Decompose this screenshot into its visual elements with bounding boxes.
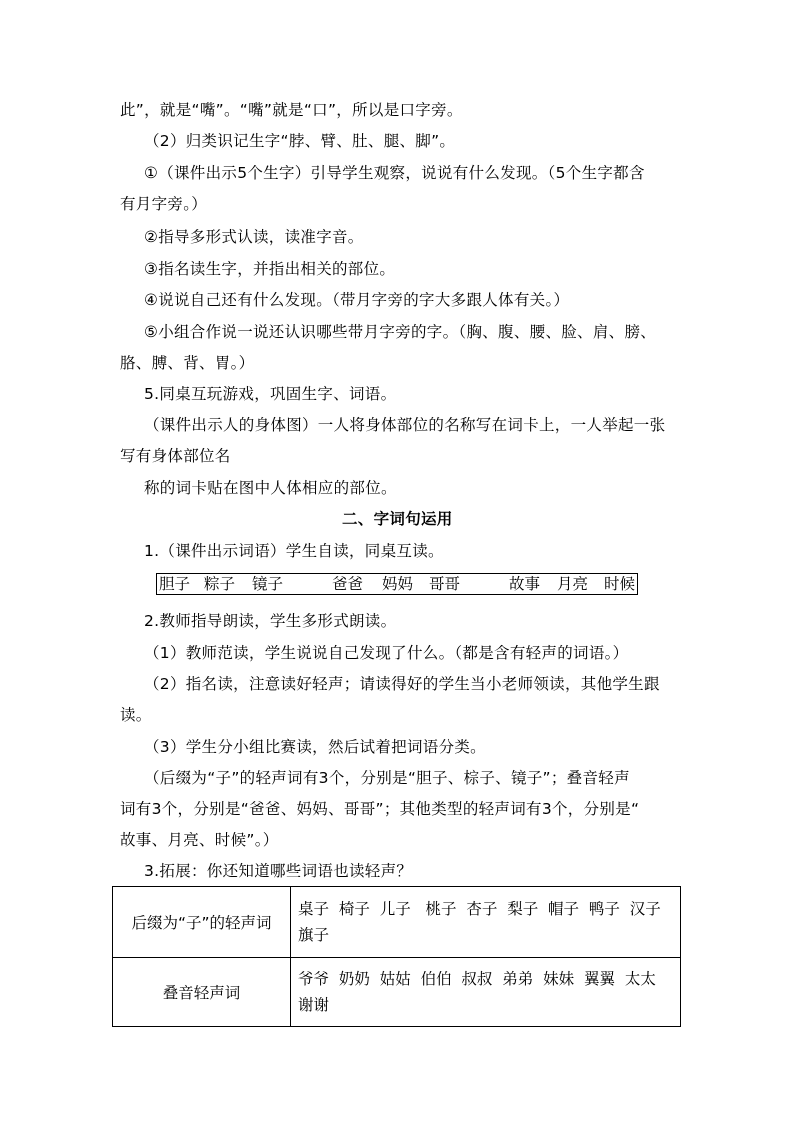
word-box	[156, 573, 638, 595]
paragraph-line: 5.同桌互玩游戏，巩固生字、词语。	[144, 385, 397, 403]
paragraph-line: （1）教师范读，学生说说自己发现了什么。（都是含有轻声的词语。）	[144, 644, 629, 662]
paragraph-line: ⑤小组合作说一说还认识哪些带月字旁的字。（胸、腹、腰、脸、肩、膀、	[144, 323, 657, 341]
section-title: 二、字词句运用	[342, 510, 453, 528]
paragraph-line: 3.拓展：你还知道哪些词语也读轻声？	[144, 862, 413, 880]
paragraph-line: （3）学生分小组比赛读，然后试着把词语分类。	[144, 738, 486, 756]
paragraph-line: 称的词卡贴在图中人体相应的部位。	[144, 479, 397, 497]
paragraph-line: 读。	[120, 706, 152, 724]
word-item: 故事	[509, 575, 541, 593]
word-item: 胆子	[159, 575, 191, 593]
paragraph-line: 胳、膊、背、胃。）	[120, 354, 255, 372]
paragraph-line: 故事、月亮、时候”。）	[120, 831, 279, 849]
extension-table	[112, 886, 681, 1027]
paragraph-line: 有月字旁。）	[120, 195, 208, 213]
paragraph-line: ②指导多形式认读，读准字音。	[144, 228, 364, 246]
paragraph-line: （后缀为“子”的轻声词有3个，分别是“胆子、棕子、镜子”；叠音轻声	[144, 769, 630, 787]
word-item: 时候	[604, 575, 636, 593]
paragraph-line: 词有3个，分别是“爸爸、妈妈、哥哥”；其他类型的轻声词有3个，分别是“	[120, 800, 640, 818]
table-row	[113, 958, 681, 1027]
table-row-label: 后缀为“子”的轻声词	[113, 887, 291, 958]
paragraph-line: ④说说自己还有什么发现。（带月字旁的字大多跟人体有关。）	[144, 291, 570, 309]
paragraph-line: 此”，就是“嘴”。“嘴”就是“口”，所以是口字旁。	[120, 101, 463, 119]
table-row-label: 叠音轻声词	[113, 958, 291, 1027]
table-cell-line: 谢谢	[298, 996, 330, 1014]
paragraph-line: 1.（课件出示词语）学生自读，同桌互读。	[144, 542, 444, 560]
table-cell	[291, 887, 681, 958]
table-cell	[291, 958, 681, 1027]
paragraph-line: ③指名读生字，并指出相关的部位。	[144, 260, 396, 278]
table-cell-line: 爷爷 奶奶 姑姑 伯伯 叔叔 弟弟 妹妹 翼翼 太太	[298, 970, 656, 988]
word-item: 哥哥	[429, 575, 461, 593]
paragraph-line: （2）归类识记生字“脖、臂、肚、腿、脚”。	[144, 132, 456, 150]
table-row	[113, 887, 681, 958]
paragraph-line: （课件出示人的身体图）一人将身体部位的名称写在词卡上，一人举起一张	[144, 416, 666, 434]
word-item: 镜子	[252, 575, 284, 593]
word-item: 妈妈	[382, 575, 414, 593]
word-item: 月亮	[557, 575, 589, 593]
paragraph-line: ①（课件出示5个生字）引导学生观察，说说有什么发现。（5个生字都含	[144, 164, 645, 182]
table-cell-line: 桌子 椅子 儿子 桃子 杏子 梨子 帽子 鸭子 汉子	[298, 900, 661, 918]
word-item: 爸爸	[332, 575, 364, 593]
table-cell-line: 旗子	[298, 926, 330, 944]
word-item: 粽子	[204, 575, 236, 593]
paragraph-line: 写有身体部位名	[120, 447, 231, 465]
paragraph-line: 2.教师指导朗读，学生多形式朗读。	[144, 612, 397, 630]
paragraph-line: （2）指名读，注意读好轻声；请读得好的学生当小老师领读，其他学生跟	[144, 675, 660, 693]
